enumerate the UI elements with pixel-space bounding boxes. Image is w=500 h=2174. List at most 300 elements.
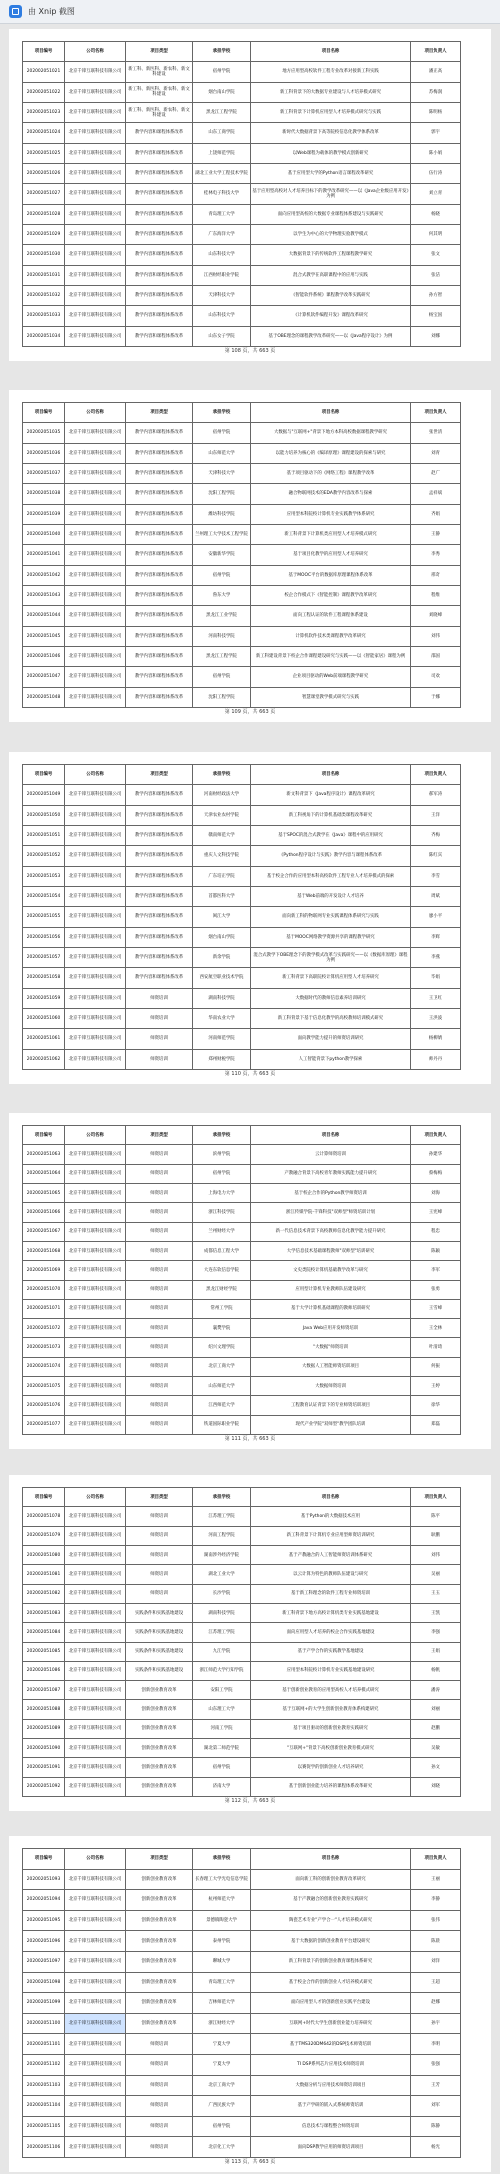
table-row	[23, 443, 461, 463]
table-header-row	[23, 42, 461, 62]
table-row	[23, 285, 461, 305]
table-cell: 青岛理工大学	[193, 204, 251, 224]
table-cell: 校企合作模式下《智能控制》课程教学改革研究	[251, 585, 411, 605]
table-cell: 张勇	[411, 1280, 461, 1299]
table-cell: 华南农业大学	[193, 1008, 251, 1028]
table-cell: 北京千锋互联科技有限公司	[65, 846, 126, 866]
table-cell: 北京千锋互联科技有限公司	[65, 1777, 126, 1796]
table-cell: 湖北工业大学	[193, 1565, 251, 1584]
table-cell: 北京千锋互联科技有限公司	[65, 1396, 126, 1415]
table-cell: 北京千锋互联科技有限公司	[65, 1890, 126, 1911]
table-cell: 师资培训	[126, 1357, 193, 1376]
table-cell: 北京千锋互联科技有限公司	[65, 988, 126, 1008]
table-cell: 师资培训	[126, 1299, 193, 1318]
table-cell: 宿州学院	[193, 423, 251, 443]
table-cell: 襄樊学院	[193, 1319, 251, 1338]
column-header: 项目类型	[126, 1488, 193, 1507]
table-cell: 滨州学院	[193, 1145, 251, 1164]
table-cell: 刘娜	[411, 326, 461, 346]
table-cell: 师资培训	[126, 1049, 193, 1069]
table-cell: 首都医科大学	[193, 886, 251, 906]
table-cell: 河南工学院	[193, 1719, 251, 1738]
table-cell: 202002051058	[23, 968, 65, 988]
table-cell: 湖北工业大学工程技术学院	[193, 163, 251, 183]
table-cell: 师资培训	[126, 1183, 193, 1202]
page-number: 第 109 页，共 663 页	[224, 709, 276, 715]
table-row	[23, 1565, 461, 1584]
table-cell: 202002051068	[23, 1241, 65, 1260]
table-cell: 以赛促学的创新创业人才培养研究	[251, 1758, 411, 1777]
table-cell: 202002051040	[23, 524, 65, 544]
table-row	[23, 687, 461, 707]
table-cell: 新工科、新医科、新农科、新文科建设	[126, 102, 193, 122]
table-cell: 面向新工科的创新创业教育改革研究	[251, 1869, 411, 1890]
table-cell: 计算机软件技术类课程教学改革研究	[251, 626, 411, 646]
table-header-row	[23, 765, 461, 785]
column-header: 项目负责人	[411, 1849, 461, 1870]
table-cell: 实践条件和实践基地建设	[126, 1661, 193, 1680]
table-cell: 教学内容和课程体系改革	[126, 423, 193, 443]
table-row	[23, 1299, 461, 1318]
table-cell: 李强	[411, 1623, 461, 1642]
table-cell: 北京千锋互联科技有限公司	[65, 1164, 126, 1183]
table-cell: 北京千锋互联科技有限公司	[65, 1681, 126, 1700]
table-cell: 宿州学院	[193, 1164, 251, 1183]
table-cell: 兰州财经大学	[193, 1222, 251, 1241]
table-cell: 北京化工大学	[193, 2137, 251, 2158]
table-cell: 基于产教融合的人工智能师资培训体系研究	[251, 1545, 411, 1564]
table-cell: 北京千锋互联科技有限公司	[65, 143, 126, 163]
table-cell: 教学内容和课程体系改革	[126, 184, 193, 204]
table-cell: 廖小平	[411, 907, 461, 927]
column-header: 公司名称	[65, 403, 126, 423]
table-row	[23, 143, 461, 163]
table-cell: 陈颖	[411, 1241, 461, 1260]
table-cell: 师资培训	[126, 2116, 193, 2137]
table-cell: 教学内容和课程体系改革	[126, 846, 193, 866]
table-cell: 北京千锋互联科技有限公司	[65, 927, 126, 947]
table-row	[23, 1758, 461, 1777]
table-cell: 教学内容和课程体系改革	[126, 907, 193, 927]
page-number: 第 113 页，共 663 页	[224, 2159, 276, 2165]
table-row	[23, 646, 461, 666]
table-row	[23, 866, 461, 886]
table-cell: 202002051042	[23, 565, 65, 585]
table-cell: 教学内容和课程体系改革	[126, 968, 193, 988]
table-cell: 基于SPOC的混合式教学在《Java》课程中的应用研究	[251, 825, 411, 845]
table-cell: 202002051023	[23, 102, 65, 122]
table-cell: 邵国	[411, 646, 461, 666]
table-row	[23, 265, 461, 285]
table-cell: 北京千锋互联科技有限公司	[65, 1603, 126, 1622]
table-row	[23, 102, 461, 122]
column-header: 项目负责人	[411, 765, 461, 785]
table-cell: 成都信息工程大学	[193, 1241, 251, 1260]
table-cell: 江西财经职业学院	[193, 265, 251, 285]
table-row	[23, 2013, 461, 2034]
table-cell: 202002051087	[23, 1681, 65, 1700]
table-cell: 北京千锋互联科技有限公司	[65, 1545, 126, 1564]
table-cell: 新文科背景下《Java程序设计》课程改革研究	[251, 785, 411, 805]
page-number: 第 111 页，共 663 页	[224, 1436, 276, 1442]
table-cell: 202002051101	[23, 2034, 65, 2055]
table-cell: 湖南涉外经济学院	[193, 1545, 251, 1564]
table-cell: 新工科视角下的计算机基础类课程改革研究	[251, 805, 411, 825]
table-cell: 大学信息技术基础课程教师"双师型"培训研究	[251, 1241, 411, 1260]
window-title: 由 Xnip 截图	[28, 7, 75, 16]
table-cell: 教学内容和课程体系改革	[126, 606, 193, 626]
table-cell: 上饶师范学院	[193, 143, 251, 163]
table-cell: 王洋	[411, 805, 461, 825]
table-row	[23, 2054, 461, 2075]
table-cell: 青岛理工大学	[193, 1972, 251, 1993]
table-cell: 北京千锋互联科技有限公司	[65, 1565, 126, 1584]
table-row	[23, 484, 461, 504]
table-cell: 杭州师范大学	[193, 1890, 251, 1911]
document-page	[9, 752, 491, 1084]
table-row	[23, 423, 461, 443]
table-row	[23, 1029, 461, 1049]
table-cell: 应用型计算机专业教师队伍建设研究	[251, 1280, 411, 1299]
table-cell: 202002051073	[23, 1338, 65, 1357]
table-cell: 面向新工科的物联网专业实践课程体系研究与实践	[251, 907, 411, 927]
table-cell: 202002051081	[23, 1565, 65, 1584]
table-cell: 王玉	[411, 1584, 461, 1603]
table-cell: 赵广	[411, 463, 461, 483]
table-cell: TI DSP系列芯片应用技术师资培训	[251, 2054, 411, 2075]
column-header: 项目类型	[126, 1849, 193, 1870]
table-row	[23, 1396, 461, 1415]
table-cell: 杨帆	[411, 1661, 461, 1680]
table-cell: 安阳工学院	[193, 1681, 251, 1700]
table-cell: 202002051062	[23, 1049, 65, 1069]
table-cell: 九江学院	[193, 1642, 251, 1661]
table-row	[23, 968, 461, 988]
table-cell: 新工科背景下的创新创业教育课程体系研究	[251, 1951, 411, 1972]
table-cell: 教学内容和课程体系改革	[126, 626, 193, 646]
table-cell: 宁夏大学	[193, 2034, 251, 2055]
table-row	[23, 224, 461, 244]
table-row	[23, 626, 461, 646]
table-cell: 企业项目驱动的Web前端课程教学研究	[251, 667, 411, 687]
column-header: 承担学校	[193, 1488, 251, 1507]
table-cell: 北京千锋互联科技有限公司	[65, 947, 126, 967]
table-cell: 以云计算为特色的教师队伍建设与研究	[251, 1565, 411, 1584]
table-cell: 北京千锋互联科技有限公司	[65, 1972, 126, 1993]
table-row	[23, 565, 461, 585]
table-cell: 大数据与"互联网+"背景下地方本科高校数据课程教学研究	[251, 423, 411, 443]
table-cell: 202002051022	[23, 82, 65, 102]
table-cell: 孟祥斌	[411, 484, 461, 504]
table-cell: 沈阳工程学院	[193, 687, 251, 707]
table-cell: 202002051080	[23, 1545, 65, 1564]
table-cell: 基于产学研的嵌入式系统师资培训	[251, 2096, 411, 2117]
column-header: 项目类型	[126, 1126, 193, 1145]
table-row	[23, 1280, 461, 1299]
table-cell: 刘晓峰	[411, 606, 461, 626]
table-cell: 202002051098	[23, 1972, 65, 1993]
table-cell: 师资培训	[126, 2054, 193, 2075]
table-cell: 北京千锋互联科技有限公司	[65, 1280, 126, 1299]
table-cell: 面向应用型人才的创新创业实践平台建设	[251, 1993, 411, 2014]
table-cell: 基于创新创业能力培养的课程体系改革研究	[251, 1777, 411, 1796]
column-header: 公司名称	[65, 1488, 126, 1507]
table-cell: 山东女子学院	[193, 326, 251, 346]
table-cell: 大数据人工智能师资培训项目	[251, 1357, 411, 1376]
table-cell: 山东科技大学	[193, 245, 251, 265]
table-cell: 浙江财经大学	[193, 2013, 251, 2034]
table-cell: 李明	[411, 2034, 461, 2055]
table-cell: 面向应用型高校的大数据专业课程体系建设与实践研究	[251, 204, 411, 224]
table-cell: 202002051076	[23, 1396, 65, 1415]
table-cell: 北京千锋互联科技有限公司	[65, 565, 126, 585]
table-cell: 应用型本科院校计算机专业实践教学体系研究	[251, 504, 411, 524]
table-cell: 202002051021	[23, 62, 65, 82]
table-cell: 《计算机软件编程开发》课程改革研究	[251, 306, 411, 326]
table-cell: 202002051103	[23, 2075, 65, 2096]
table-cell: 智慧课堂教学模式研究与实践	[251, 687, 411, 707]
table-cell: 教学内容和课程体系改革	[126, 285, 193, 305]
column-header: 公司名称	[65, 765, 126, 785]
table-cell: 云计算师资培训	[251, 1145, 411, 1164]
table-cell: 实践条件和实践基地建设	[126, 1642, 193, 1661]
table-cell: 绍兴文理学院	[193, 1338, 251, 1357]
table-cell: 工程教育认证背景下的专业师资培训项目	[251, 1396, 411, 1415]
table-row	[23, 1584, 461, 1603]
table-row	[23, 1972, 461, 1993]
table-cell: 202002051065	[23, 1183, 65, 1202]
table-cell: 202002051057	[23, 947, 65, 967]
table-cell: 何振	[411, 1357, 461, 1376]
table-cell: 基于产教融合的创新创业教育实践研究	[251, 1890, 411, 1911]
table-cell: 202002051041	[23, 545, 65, 565]
table-cell: 师资培训	[126, 2137, 193, 2158]
table-row	[23, 2096, 461, 2117]
table-cell: 基于应用型高校对人才培养目标下的教学改革研究——以《Java企业级应用开发》为例	[251, 184, 411, 204]
table-cell: 黑龙江工程学院	[193, 102, 251, 122]
table-cell: 孙方智	[411, 285, 461, 305]
table-cell: 宿州学院	[193, 62, 251, 82]
table-cell: 北京千锋互联科技有限公司	[65, 2054, 126, 2075]
table-cell: 基于Web前端的开发设计人才培养	[251, 886, 411, 906]
table-cell: 陈晨	[411, 1931, 461, 1952]
table-cell: 202002051092	[23, 1777, 65, 1796]
table-cell: 北京千锋互联科技有限公司	[65, 1623, 126, 1642]
table-cell: 新工科、新医科、新农科、新文科建设	[126, 62, 193, 82]
table-cell: 实践条件和实践基地建设	[126, 1623, 193, 1642]
table-cell: 教学内容和课程体系改革	[126, 646, 193, 666]
table-cell: 山东科技大学	[193, 306, 251, 326]
table-row	[23, 1183, 461, 1202]
table-cell: 202002051039	[23, 504, 65, 524]
table-cell: 湖北第二师范学院	[193, 1739, 251, 1758]
table-cell: 北京千锋互联科技有限公司	[65, 1719, 126, 1738]
table-row	[23, 82, 461, 102]
table-cell: 基于创新创业教育的应用型高校人才培养模式研究	[251, 1681, 411, 1700]
table-row	[23, 1642, 461, 1661]
table-cell: 广东培正学院	[193, 866, 251, 886]
table-cell: 202002051060	[23, 1008, 65, 1028]
table-cell: 面向DSP教学应用的师资培训项目	[251, 2137, 411, 2158]
table-row	[23, 1415, 461, 1434]
table-row	[23, 805, 461, 825]
table-cell: 202002051026	[23, 163, 65, 183]
table-row	[23, 1623, 461, 1642]
table-cell: 西安航空职业技术学院	[193, 968, 251, 988]
table-cell: 兰州理工大学技术工程学院	[193, 524, 251, 544]
table-cell: 北京千锋互联科技有限公司	[65, 285, 126, 305]
column-header: 项目类型	[126, 42, 193, 62]
table-row	[23, 2116, 461, 2137]
table-cell: 吴丽	[411, 1565, 461, 1584]
table-cell: 赣南师范大学	[193, 825, 251, 845]
table-row	[23, 204, 461, 224]
table-cell: 202002051050	[23, 805, 65, 825]
column-header: 项目类型	[126, 403, 193, 423]
table-cell: 202002051070	[23, 1280, 65, 1299]
table-cell: 苏梅润	[411, 82, 461, 102]
table-row	[23, 2034, 461, 2055]
table-cell: 以学生为中心的大学物理实验教学模式	[251, 224, 411, 244]
table-cell: 北京千锋互联科技有限公司	[65, 1910, 126, 1931]
table-cell: 基于项目化教学的应用型人才培养研究	[251, 545, 411, 565]
table-cell: 北京千锋互联科技有限公司	[65, 545, 126, 565]
table-cell: 陶瓷艺术专业"产学合一"人才培养模式研究	[251, 1910, 411, 1931]
table-cell: 北京千锋互联科技有限公司	[65, 1338, 126, 1357]
table-cell: 202002051102	[23, 2054, 65, 2075]
table-row	[23, 1719, 461, 1738]
table-cell: 北京千锋互联科技有限公司	[65, 968, 126, 988]
table-cell: 杨光	[411, 2137, 461, 2158]
table-cell: 师资培训	[126, 1507, 193, 1526]
table-cell: 赵娜	[411, 1993, 461, 2014]
table-cell: 202002051029	[23, 224, 65, 244]
project-table	[22, 402, 461, 708]
table-cell: 江苏理工学院	[193, 1623, 251, 1642]
table-cell: 202002051055	[23, 907, 65, 927]
table-cell: 创新创业教育改革	[126, 1890, 193, 1911]
table-cell: 基于OBE理念的课程教学改革研究——以《Java程序设计》为例	[251, 326, 411, 346]
title-bar	[0, 0, 500, 24]
table-cell: 江苏理工学院	[193, 1507, 251, 1526]
table-cell: 郑磊	[411, 1415, 461, 1434]
table-cell: "大数据"师资培训	[251, 1338, 411, 1357]
table-cell: 北京千锋互联科技有限公司	[65, 1642, 126, 1661]
table-cell: 创新创业教育改革	[126, 1910, 193, 1931]
table-cell: 基于Python的大数据技术应用	[251, 1507, 411, 1526]
table-cell: 孙文	[411, 1758, 461, 1777]
table-cell: 师资培训	[126, 1280, 193, 1299]
table-cell: 创新创业教育改革	[126, 2013, 193, 2034]
table-cell: 202002051090	[23, 1739, 65, 1758]
table-cell: 北京千锋互联科技有限公司	[65, 687, 126, 707]
table-row	[23, 1241, 461, 1260]
table-cell: 202002051075	[23, 1377, 65, 1396]
table-cell: 北京工商大学	[193, 1357, 251, 1376]
table-cell: 202002051048	[23, 687, 65, 707]
table-cell: 新工科背景下计算机专业应用型师资培训研究	[251, 1526, 411, 1545]
column-header: 项目名称	[251, 1126, 411, 1145]
table-row	[23, 306, 461, 326]
table-row	[23, 1681, 461, 1700]
table-cell: 202002051078	[23, 1507, 65, 1526]
table-header-row	[23, 1126, 461, 1145]
table-cell: 江西师范大学	[193, 1396, 251, 1415]
project-table	[22, 41, 461, 347]
document-page	[9, 1113, 491, 1449]
table-cell: 202002051031	[23, 265, 65, 285]
table-cell: 教学内容和课程体系改革	[126, 463, 193, 483]
table-cell: 李静	[411, 1890, 461, 1911]
table-row	[23, 1661, 461, 1680]
table-cell: 师资培训	[126, 1377, 193, 1396]
table-cell: 202002051095	[23, 1910, 65, 1931]
column-header: 项目负责人	[411, 1488, 461, 1507]
table-cell: 北京千锋互联科技有限公司	[65, 1203, 126, 1222]
table-cell: 广东海洋大学	[193, 224, 251, 244]
table-cell: 北京千锋互联科技有限公司	[65, 626, 126, 646]
table-cell: 齐梅	[411, 825, 461, 845]
table-cell: 伍行涛	[411, 163, 461, 183]
column-header: 项目名称	[251, 1849, 411, 1870]
table-cell: 师资培训	[126, 1319, 193, 1338]
table-cell: 创新创业教育改革	[126, 1681, 193, 1700]
table-cell: 王婷	[411, 1377, 461, 1396]
table-cell: 刘伟	[411, 1545, 461, 1564]
table-cell: 北京千锋互联科技有限公司	[65, 265, 126, 285]
table-cell: 北京千锋互联科技有限公司	[65, 1377, 126, 1396]
table-cell: 新工科建设背景下校企合作课程建设研究与实践——以《智能家居》课程为例	[251, 646, 411, 666]
table-cell: 以能力培养为核心的《编译原理》课程建设的探索与研究	[251, 443, 411, 463]
table-cell: 孙建华	[411, 1145, 461, 1164]
table-header-row	[23, 403, 461, 423]
column-header: 承担学校	[193, 1126, 251, 1145]
table-cell: 新工科、新医科、新农科、新文科建设	[126, 82, 193, 102]
table-cell: 教学内容和课程体系改革	[126, 265, 193, 285]
table-cell: 北京千锋互联科技有限公司	[65, 163, 126, 183]
column-header: 项目编号	[23, 403, 65, 423]
table-cell: 北京千锋互联科技有限公司	[65, 62, 126, 82]
table-row	[23, 825, 461, 845]
table-cell: 李辉	[411, 927, 461, 947]
table-cell: 新工科背景下计算机类应用型人才培养模式研究	[251, 524, 411, 544]
table-cell: 徐华	[411, 1396, 461, 1415]
page-number: 第 112 页，共 663 页	[224, 1798, 276, 1804]
table-row	[23, 245, 461, 265]
table-cell: 李军	[411, 1261, 461, 1280]
table-cell: 创新创业教育改革	[126, 1869, 193, 1890]
table-row	[23, 326, 461, 346]
table-cell: 潍坊科技学院	[193, 504, 251, 524]
table-cell: 创新创业教育改革	[126, 1951, 193, 1972]
table-cell: 教学内容和课程体系改革	[126, 163, 193, 183]
table-cell: 程维	[411, 585, 461, 605]
table-cell: 北京千锋互联科技有限公司	[65, 1584, 126, 1603]
table-cell: 大数据师资培训	[251, 1377, 411, 1396]
table-cell: 新工科背景下基于信息化教学的高校教师培训模式研究	[251, 1008, 411, 1028]
table-cell: 师资培训	[126, 988, 193, 1008]
table-cell: 烟台南山学院	[193, 82, 251, 102]
table-cell: 宿州学院	[193, 1758, 251, 1777]
table-row	[23, 1951, 461, 1972]
table-cell: 山东理工大学	[193, 1700, 251, 1719]
page-number: 第 108 页，共 663 页	[224, 348, 276, 354]
table-cell: 教学内容和课程体系改革	[126, 667, 193, 687]
table-cell: 202002051079	[23, 1526, 65, 1545]
table-cell: 新一代信息技术背景下高校教师信息化教学能力提升研究	[251, 1222, 411, 1241]
table-cell: 山东工商学院	[193, 123, 251, 143]
table-cell: 湖南科技学院	[193, 988, 251, 1008]
